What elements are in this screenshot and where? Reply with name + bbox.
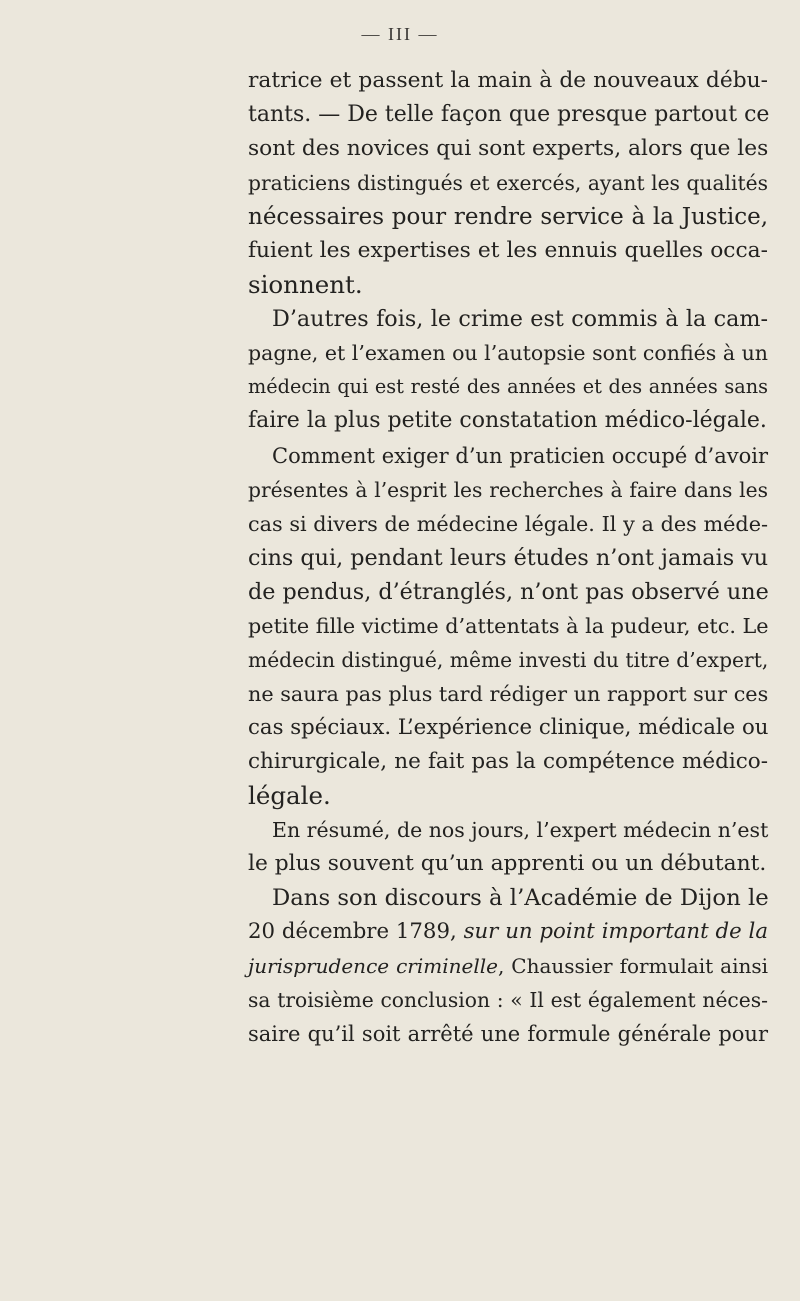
text-line: de pendus, d’étranglés, n’ont pas observé une	[248, 578, 769, 605]
text-line: cas si divers de médecine légale. Il y a des méde-	[248, 511, 768, 536]
text-line: sionnent.	[248, 270, 363, 300]
text-line: nécessaires pour rendre service à la Justice,	[248, 204, 768, 231]
text-line: En résumé, de nos jours, l’expert médecin n’est	[272, 818, 769, 843]
page-number: — III —	[361, 24, 439, 44]
italic-title-run: jurisprudence criminelle	[248, 954, 498, 979]
text-line: légale.	[248, 780, 331, 810]
text-line: faire la plus petite constatation médico-légale.	[248, 408, 767, 434]
text-line	[248, 915, 768, 949]
text-run: 20 décembre 1789,	[248, 919, 464, 945]
text-line: sa troisième conclusion : « Il est également néces-	[248, 988, 768, 1013]
text-line: petite fille victime d’attentats à la pudeur, etc. Le	[248, 613, 769, 638]
text-line: tants. — De telle façon que presque partout ce	[248, 102, 770, 128]
text-line: le plus souvent qu’un apprenti ou un débutant.	[248, 851, 767, 877]
text-line: présentes à l’esprit les recherches à faire dans les	[248, 477, 768, 502]
text-line: médecin qui est resté des années et des années sans	[248, 375, 768, 399]
text-line: ne saura pas plus tard rédiger un rapport sur ces	[248, 681, 769, 706]
text-line: saire qu’il soit arrêté une formule générale pour	[248, 1022, 768, 1047]
body-text	[248, 64, 768, 1051]
text-line: D’autres fois, le crime est commis à la cam-	[272, 306, 768, 333]
text-line: praticiens distingués et exercés, ayant les qualités	[248, 171, 768, 196]
text-line: chirurgicale, ne fait pas la compétence médico-	[248, 748, 768, 774]
text-run: , Chaussier formulait ainsi	[497, 954, 769, 979]
italic-title-run: sur un point important de la	[463, 919, 768, 945]
text-line: Comment exiger d’un praticien occupé d’avoir	[272, 443, 768, 468]
text-line: cins qui, pendant leurs études n’ont jamais vu	[248, 544, 769, 571]
text-line: médecin distingué, même investi du titre d’expert,	[248, 647, 769, 672]
text-line: ratrice et passent la main à de nouveaux débu-	[248, 68, 768, 93]
text-line: pagne, et l’examen ou l’autopsie sont confiés à un	[248, 341, 768, 366]
text-line: fuient les expertises et les ennuis quelles occa-	[248, 238, 768, 264]
text-line: cas spéciaux. L’expérience clinique, médicale ou	[248, 714, 769, 740]
text-line	[248, 949, 768, 983]
text-line: sont des novices qui sont experts, alors que les	[248, 136, 769, 162]
text-line: Dans son discours à l’Académie de Dijon le	[272, 885, 769, 912]
